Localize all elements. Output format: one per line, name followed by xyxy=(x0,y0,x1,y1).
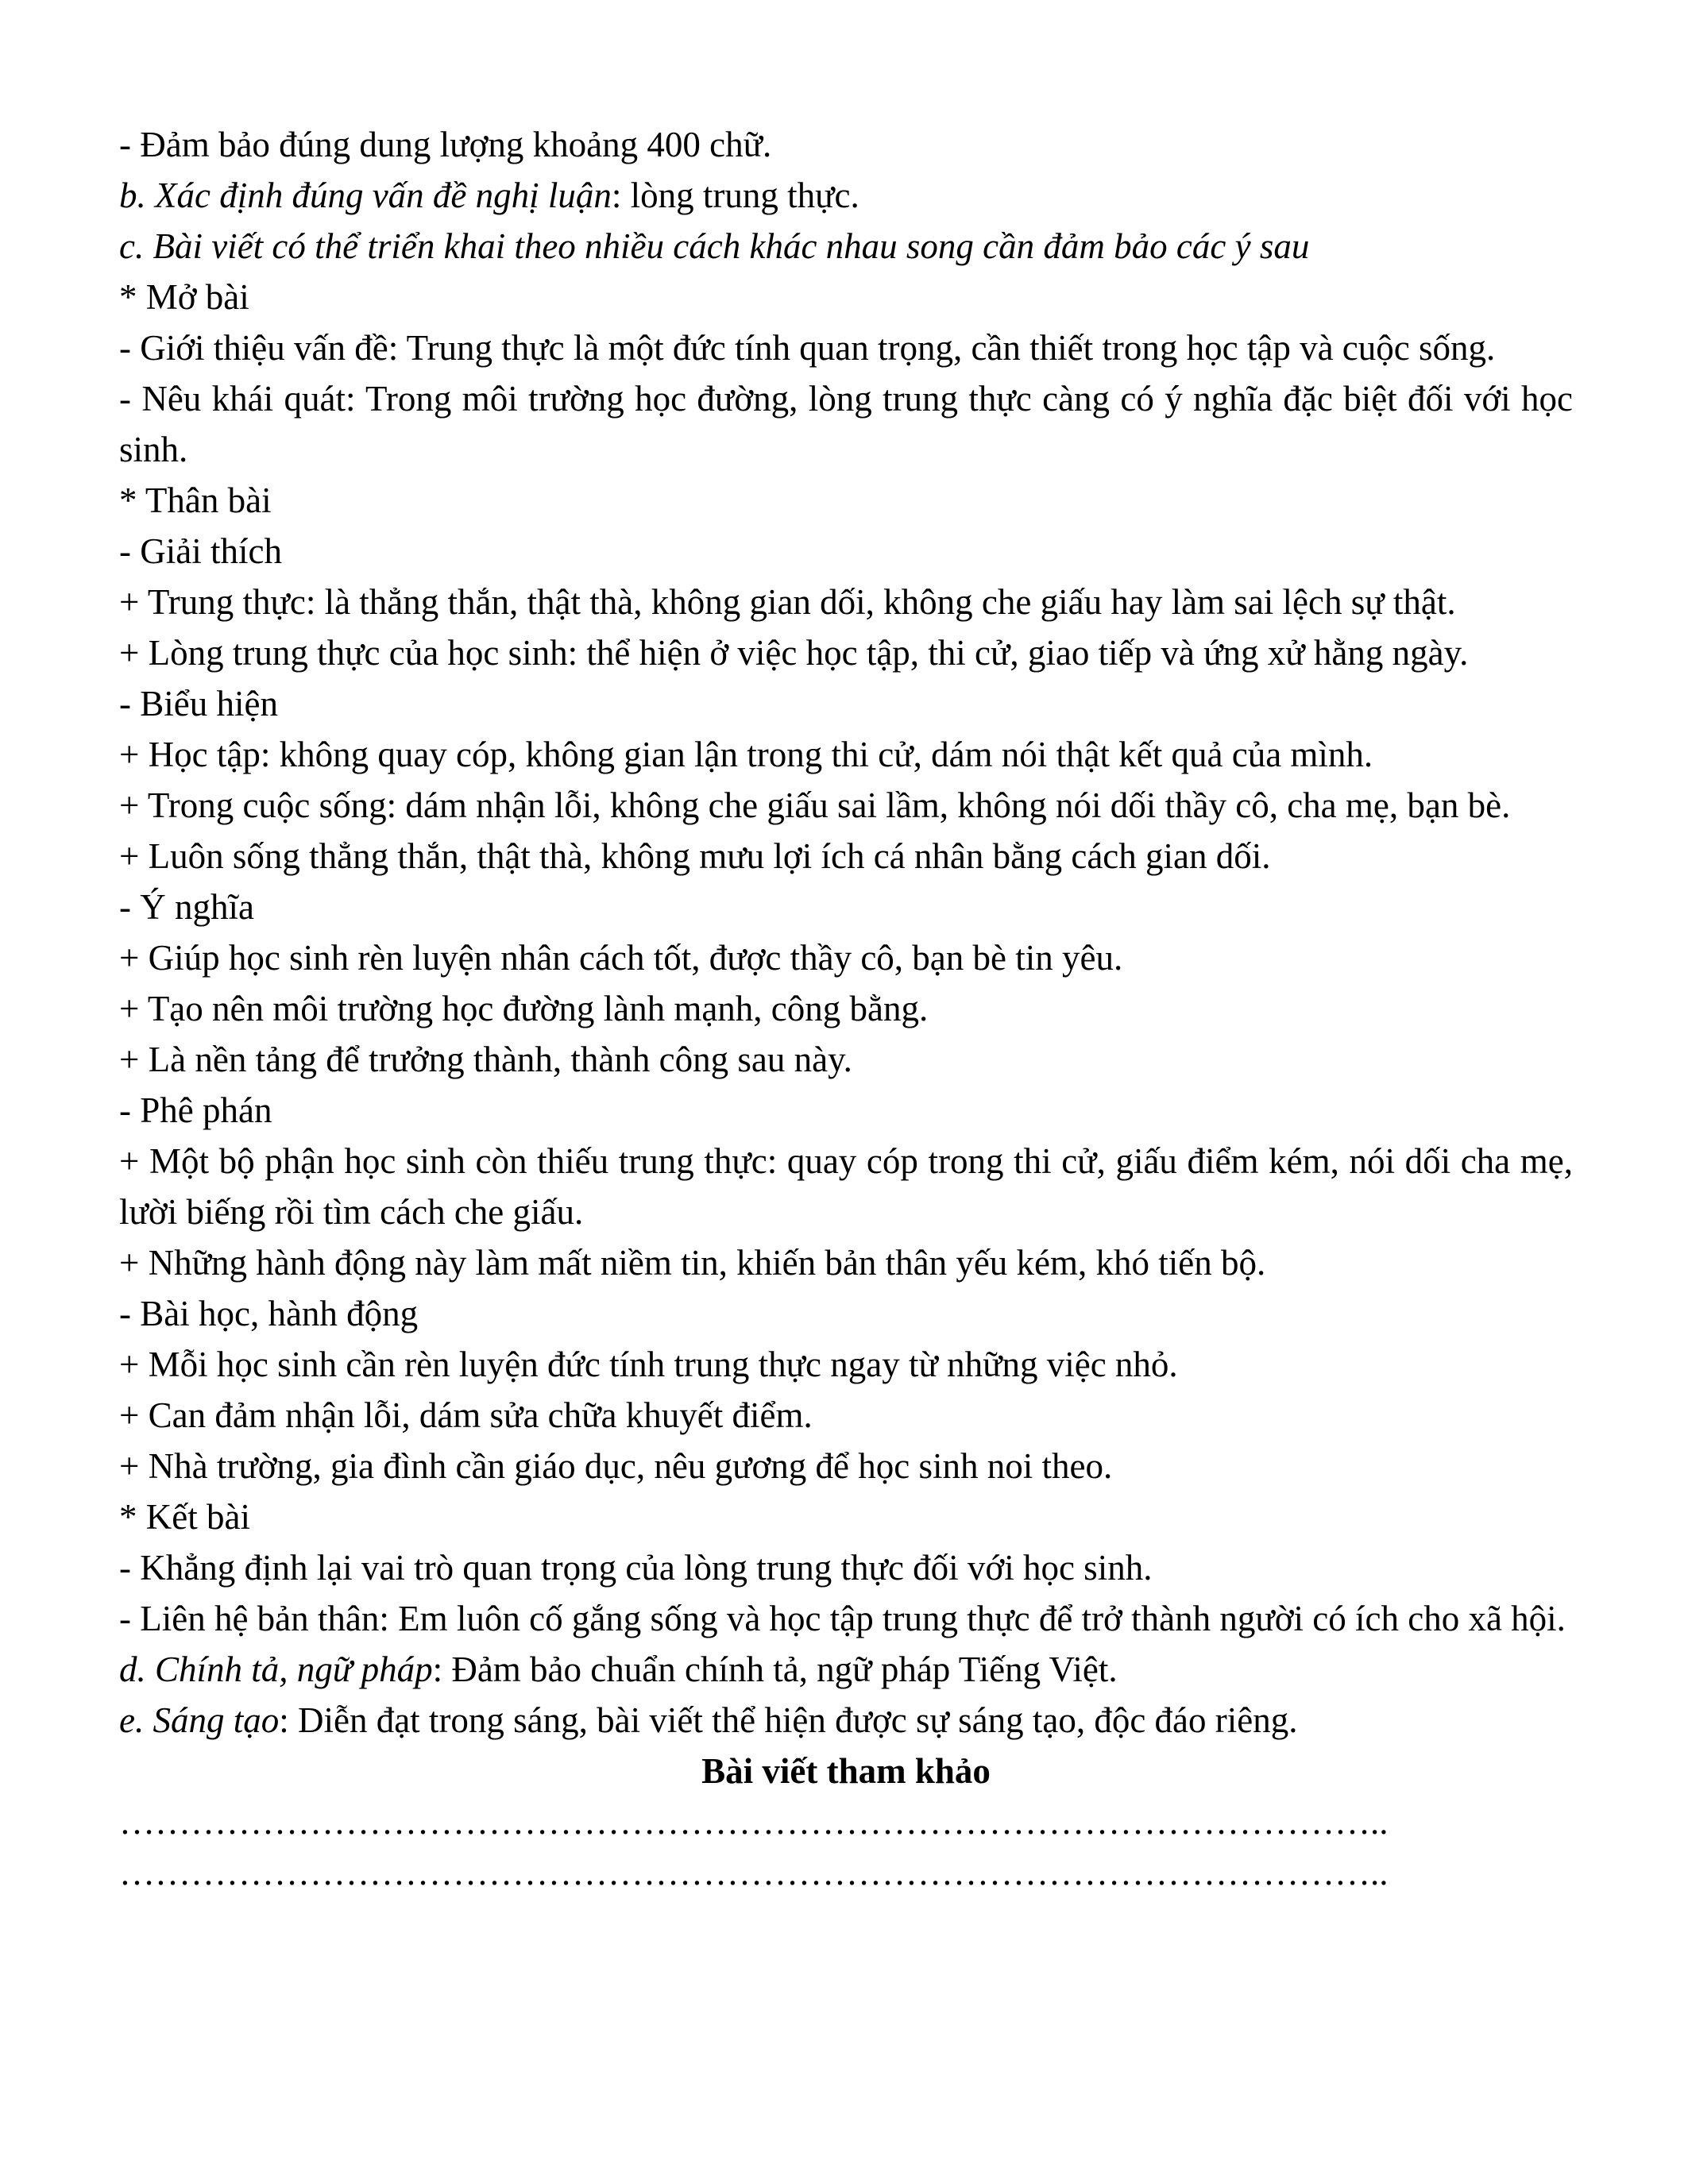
section-heading: * Kết bài xyxy=(119,1497,250,1537)
section-title: Bài viết tham khảo xyxy=(701,1751,991,1791)
text-line: + Là nền tảng để trưởng thành, thành công sau này. xyxy=(119,1040,852,1079)
text-line xyxy=(119,1695,1573,1746)
text-line: - Khẳng định lại vai trò quan trọng của lòng trung thực đối với học sinh. xyxy=(119,1548,1153,1588)
text-line: - Liên hệ bản thân: Em luôn cố gắng sống và học tập trung thực để trở thành người có ích cho xã hội. xyxy=(119,1599,1566,1638)
text-line: - Bài học, hành động xyxy=(119,1294,419,1333)
text-line: - Giải thích xyxy=(119,531,282,571)
text-line: - Ý nghĩa xyxy=(119,887,254,927)
text-line: + Can đảm nhận lỗi, dám sửa chữa khuyết điểm. xyxy=(119,1395,813,1435)
dotted-answer-line: …………………………………………………………………………………………….. xyxy=(119,1853,1389,1893)
text-line: - Đảm bảo đúng dung lượng khoảng 400 chữ. xyxy=(119,125,772,164)
text-line: c. Bài viết có thể triển khai theo nhiều cách khác nhau song cần đảm bảo các ý sau xyxy=(119,226,1310,266)
criterion-label: b. Xác định đúng vấn đề nghị luận xyxy=(119,176,612,215)
text-line: + Giúp học sinh rèn luyện nhân cách tốt, được thầy cô, bạn bè tin yêu. xyxy=(119,938,1123,978)
text-line: - Giới thiệu vấn đề: Trung thực là một đức tính quan trọng, cần thiết trong học tập và cuộc sống. xyxy=(119,328,1496,368)
text-line: + Tạo nên môi trường học đường lành mạnh, công bằng. xyxy=(119,989,929,1028)
document-page xyxy=(119,119,1573,1898)
criterion-text: : Diễn đạt trong sáng, bài viết thể hiện được sự sáng tạo, độc đáo riêng. xyxy=(279,1700,1298,1740)
text-line: + Học tập: không quay cóp, không gian lận trong thi cử, dám nói thật kết quả của mình. xyxy=(119,735,1373,774)
criterion-text: : lòng trung thực. xyxy=(611,176,859,215)
text-line: + Một bộ phận học sinh còn thiếu trung thực: quay cóp trong thi cử, giấu điểm kém, nói dối cha mẹ, lười biếng rồi tìm cách che giấu. xyxy=(119,1141,1573,1232)
text-line: + Mỗi học sinh cần rèn luyện đức tính trung thực ngay từ những việc nhỏ. xyxy=(119,1345,1178,1384)
text-line: - Biểu hiện xyxy=(119,684,278,723)
criterion-label: e. Sáng tạo xyxy=(119,1700,280,1740)
criterion-text: : Đảm bảo chuẩn chính tả, ngữ pháp Tiếng Việt. xyxy=(432,1650,1118,1689)
text-line: + Luôn sống thẳng thắn, thật thà, không mưu lợi ích cá nhân bằng cách gian dối. xyxy=(119,836,1271,876)
section-heading: * Thân bài xyxy=(119,480,272,520)
criterion-label: d. Chính tả, ngữ pháp xyxy=(119,1650,433,1689)
text-line xyxy=(119,1644,1573,1695)
text-line: + Lòng trung thực của học sinh: thể hiện ở việc học tập, thi cử, giao tiếp và ứng xử hằng ngày. xyxy=(119,633,1469,673)
dotted-answer-line: …………………………………………………………………………………………….. xyxy=(119,1802,1389,1842)
text-line: - Phê phán xyxy=(119,1090,272,1130)
text-line: + Những hành động này làm mất niềm tin, khiến bản thân yếu kém, khó tiến bộ. xyxy=(119,1243,1266,1283)
text-line: + Trong cuộc sống: dám nhận lỗi, không che giấu sai lầm, không nói dối thầy cô, cha mẹ, bạn bè. xyxy=(119,785,1511,825)
text-line: - Nêu khái quát: Trong môi trường học đường, lòng trung thực càng có ý nghĩa đặc biệt đối với học sinh. xyxy=(119,379,1573,469)
text-line xyxy=(119,170,1573,221)
section-heading: * Mở bài xyxy=(119,277,249,317)
text-line: + Trung thực: là thẳng thắn, thật thà, không gian dối, không che giấu hay làm sai lệch sự thật. xyxy=(119,582,1456,622)
text-line: + Nhà trường, gia đình cần giáo dục, nêu gương để học sinh noi theo. xyxy=(119,1446,1113,1486)
